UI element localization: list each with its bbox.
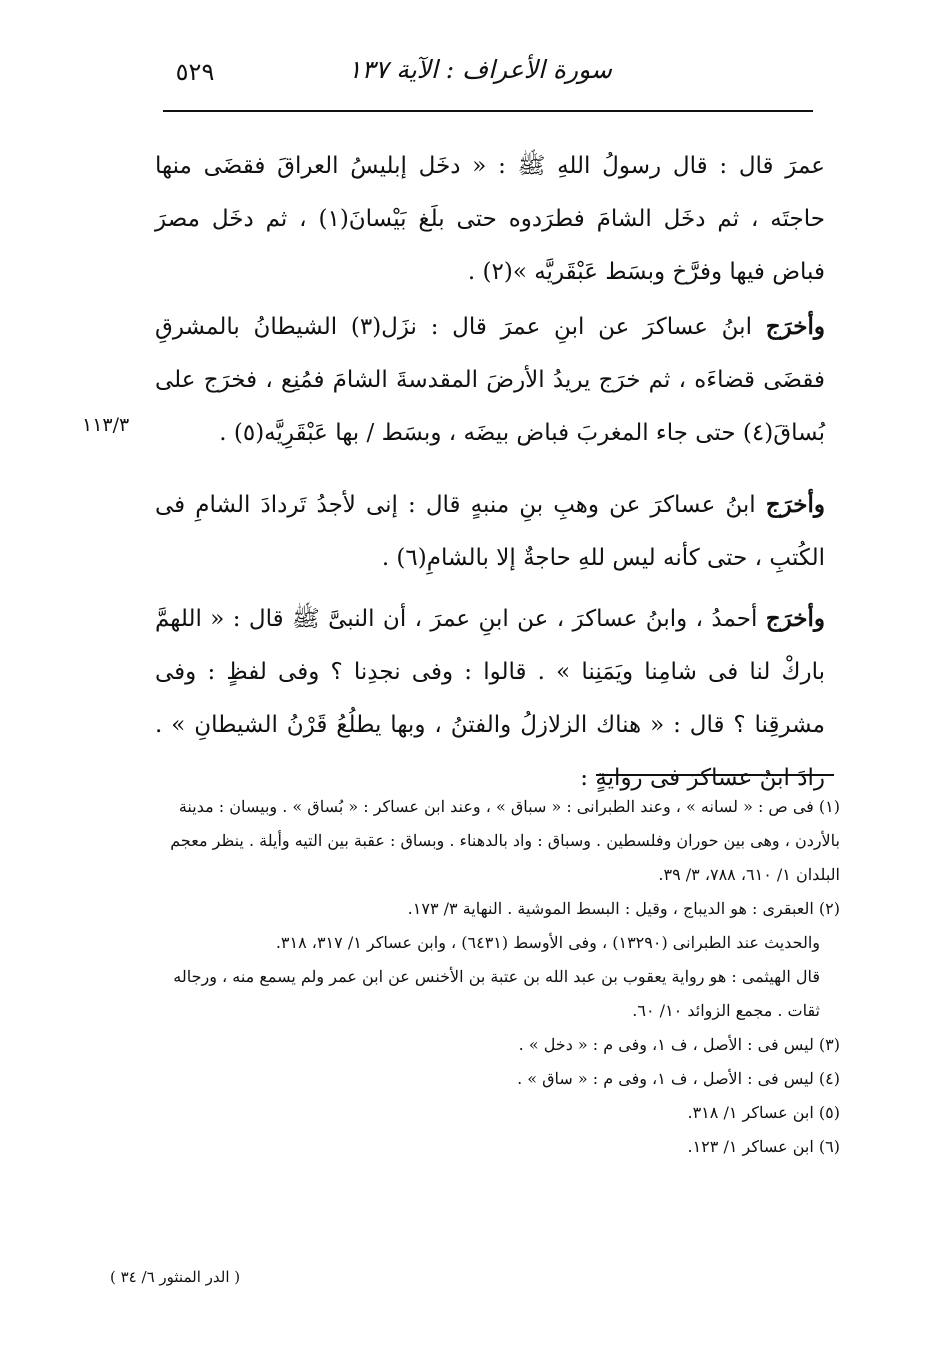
paragraph-1-text: عمرَ قال : قال رسولُ اللهِ ﷺ : « دخَل إبليسُ العراقَ فقضَى منها حاجتَه ، ثم دخَل الشامَ فطرَدوه حتى بلَغ بَيْسانَ(١) ، ثم دخَل مصرَ فباض فيها وفرَّخ وبسَط عَبْقَريَّه »(٢) . xyxy=(155,153,825,285)
footnote-2: (٢) العبقرى : هو الديباج ، وقيل : البسط الموشية . النهاية ٣/ ١٧٣. xyxy=(407,899,840,918)
footnotes xyxy=(150,790,840,1164)
paragraph-2-text: ابنُ عساكرَ عن ابنِ عمرَ قال : نزَل(٣) الشيطانُ بالمشرقِ فقضَى قضاءَه ، ثم خرَج يريدُ الأرضَ المقدسةَ الشامَ فمُنِع ، فخرَج على بُساقَ(٤) حتى جاء المغربَ فباض بيضَه ، وبسَط / بها عَبْقَرِيَّه(٥) . xyxy=(155,314,825,446)
paragraph-3-text: ابنُ عساكرَ عن وهبِ بنِ منبهٍ قال : إنى لأجدُ تَردادَ الشامِ فى الكُتبِ ، حتى كأنه ليس للهِ حاجةٌ إلا بالشامِ(٦) . xyxy=(155,492,825,571)
paragraph-2 xyxy=(155,300,825,460)
paragraph-4-lead: وأخرَج xyxy=(765,605,825,632)
paragraph-3-lead: وأخرَج xyxy=(765,491,825,518)
paragraph-2-lead: وأخرَج xyxy=(765,313,825,340)
footnote-6: (٦) ابن عساكر ١/ ١٢٣. xyxy=(687,1137,840,1156)
footnote-1: (١) فى ص : « لسانه » ، وعند الطبرانى : « سباق » ، وعند ابن عساكر : « بُساق » . وبيسان : مدينة بالأردن ، وهى بين حوران وفلسطين . وسباق : واد بالدهناء . وبساق : عقبة بين التيه وأيلة . ينظر معجم البلدان ١/ ٦١٠، ٧٨٨، ٣/ ٣٩. xyxy=(170,797,840,884)
footnote-5: (٥) ابن عساكر ١/ ٣١٨. xyxy=(687,1103,840,1122)
running-header-title: سورة الأعراف : الآية ١٣٧ xyxy=(348,55,612,84)
footnote-2-hadith: والحديث عند الطبرانى (١٣٢٩٠) ، وفى الأوسط (٦٤٣١) ، وابن عساكر ١/ ٣١٧، ٣١٨. xyxy=(275,933,820,952)
header-rule xyxy=(163,110,813,112)
paragraph-1 xyxy=(155,140,825,299)
footnote-3: (٣) ليس فى : الأصل ، ف ١، وفى م : « دخل » . xyxy=(518,1035,840,1054)
footnote-2-haythami: قال الهيثمى : هو رواية يعقوب بن عبد الله بن عتبة بن الأخنس عن ابن عمر ولم يسمع منه ، ورجاله ثقات . مجمع الزوائد ١٠/ ٦٠. xyxy=(173,967,820,1020)
paragraph-3 xyxy=(155,478,825,585)
page-number: ٥٢٩ xyxy=(175,58,215,86)
footnote-4: (٤) ليس فى : الأصل ، ف ١، وفى م : « ساق » . xyxy=(517,1069,840,1088)
paragraph-4-text: أحمدُ ، وابنُ عساكرَ ، عن ابنِ عمرَ ، أن النبىَّ ﷺ قال : « اللهمَّ باركْ لنا فى شامِنا ويَمَنِنا » . قالوا : وفى نجدِنا ؟ وفى لفظٍ : وفى مشرقِنا ؟ قال : « هناك الزلازلُ والفتنُ ، وبها يطلُعُ قَرْنُ الشيطانِ » . زادَ ابنُ عساكرَ فى روايةٍ : xyxy=(155,606,825,791)
source-signature: ( الدر المنثور ٦/ ٣٤ ) xyxy=(110,1268,241,1286)
footnote-rule xyxy=(596,774,834,776)
margin-reference: ١١٣/٣ xyxy=(82,414,130,436)
